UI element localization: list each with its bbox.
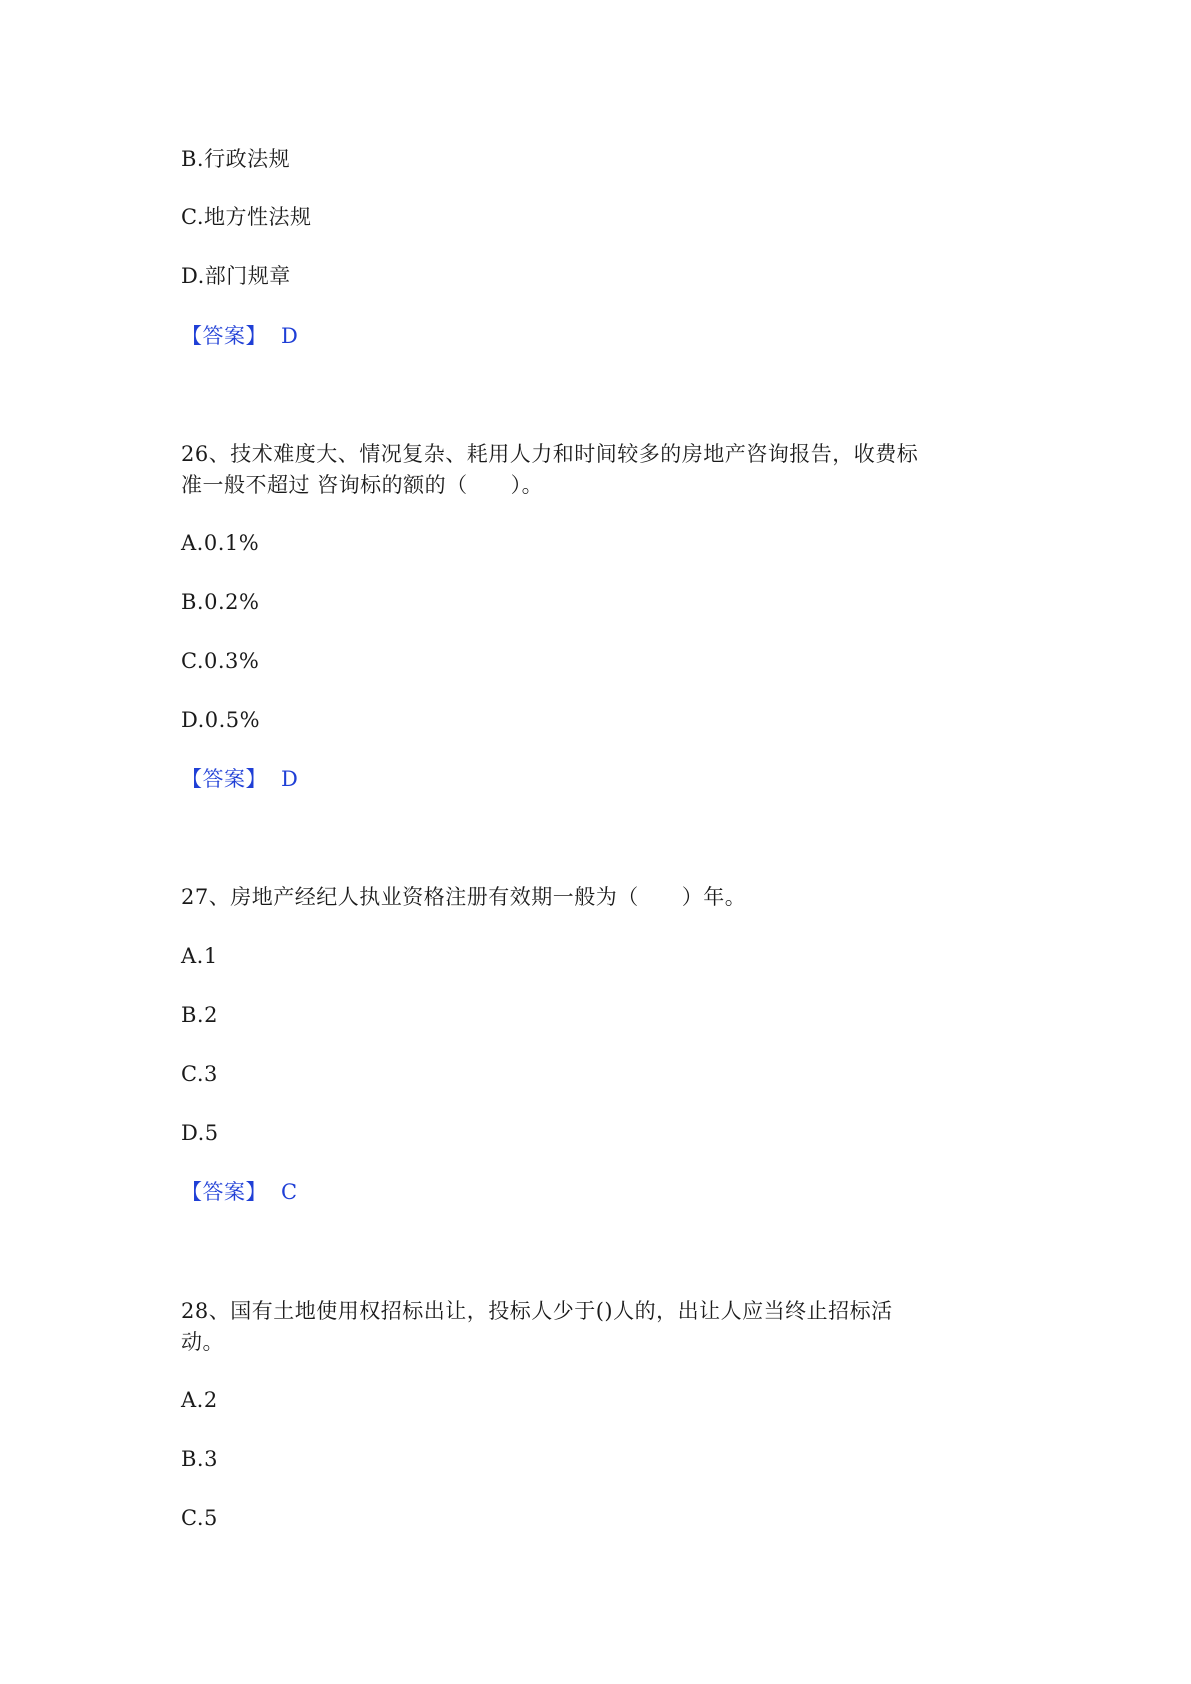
q28-option-a: A.2 bbox=[181, 1388, 218, 1412]
answer-label: 【答案】 bbox=[181, 1180, 267, 1204]
answer-label: 【答案】 bbox=[181, 324, 267, 348]
q26-option-a: A.0.1% bbox=[181, 531, 260, 555]
q28-option-c: C.5 bbox=[181, 1506, 218, 1530]
q28-option-b: B.3 bbox=[181, 1447, 218, 1471]
q26-option-d: D.0.5% bbox=[181, 708, 261, 732]
answer-value: D bbox=[281, 767, 299, 791]
answer-value: D bbox=[281, 324, 299, 348]
q26-option-c: C.0.3% bbox=[181, 649, 260, 673]
q27-option-b: B.2 bbox=[181, 1003, 218, 1027]
q26-stem-line1: 26、技术难度大、情况复杂、耗用人力和时间较多的房地产咨询报告，收费标 bbox=[181, 442, 919, 466]
q26-option-b: B.0.2% bbox=[181, 590, 260, 614]
q28-stem-line1: 28、国有土地使用权招标出让，投标人少于()人的，出让人应当终止招标活 bbox=[181, 1299, 893, 1323]
q27-option-d: D.5 bbox=[181, 1121, 219, 1145]
q27-answer bbox=[181, 1178, 298, 1206]
q28-stem-line2: 动。 bbox=[181, 1330, 224, 1354]
q27-option-a: A.1 bbox=[181, 944, 218, 968]
q26-stem-line2: 准一般不超过 咨询标的额的（ ）。 bbox=[181, 473, 544, 497]
q25-answer bbox=[181, 322, 298, 350]
q26-answer bbox=[181, 765, 298, 793]
q27-stem-line1: 27、房地产经纪人执业资格注册有效期一般为（ ）年。 bbox=[181, 885, 747, 909]
answer-value: C bbox=[281, 1180, 298, 1204]
q25-option-c: C.地方性法规 bbox=[181, 205, 312, 229]
q25-option-d: D.部门规章 bbox=[181, 264, 291, 288]
q25-option-b: B.行政法规 bbox=[181, 147, 291, 171]
q27-option-c: C.3 bbox=[181, 1062, 218, 1086]
answer-label: 【答案】 bbox=[181, 767, 267, 791]
